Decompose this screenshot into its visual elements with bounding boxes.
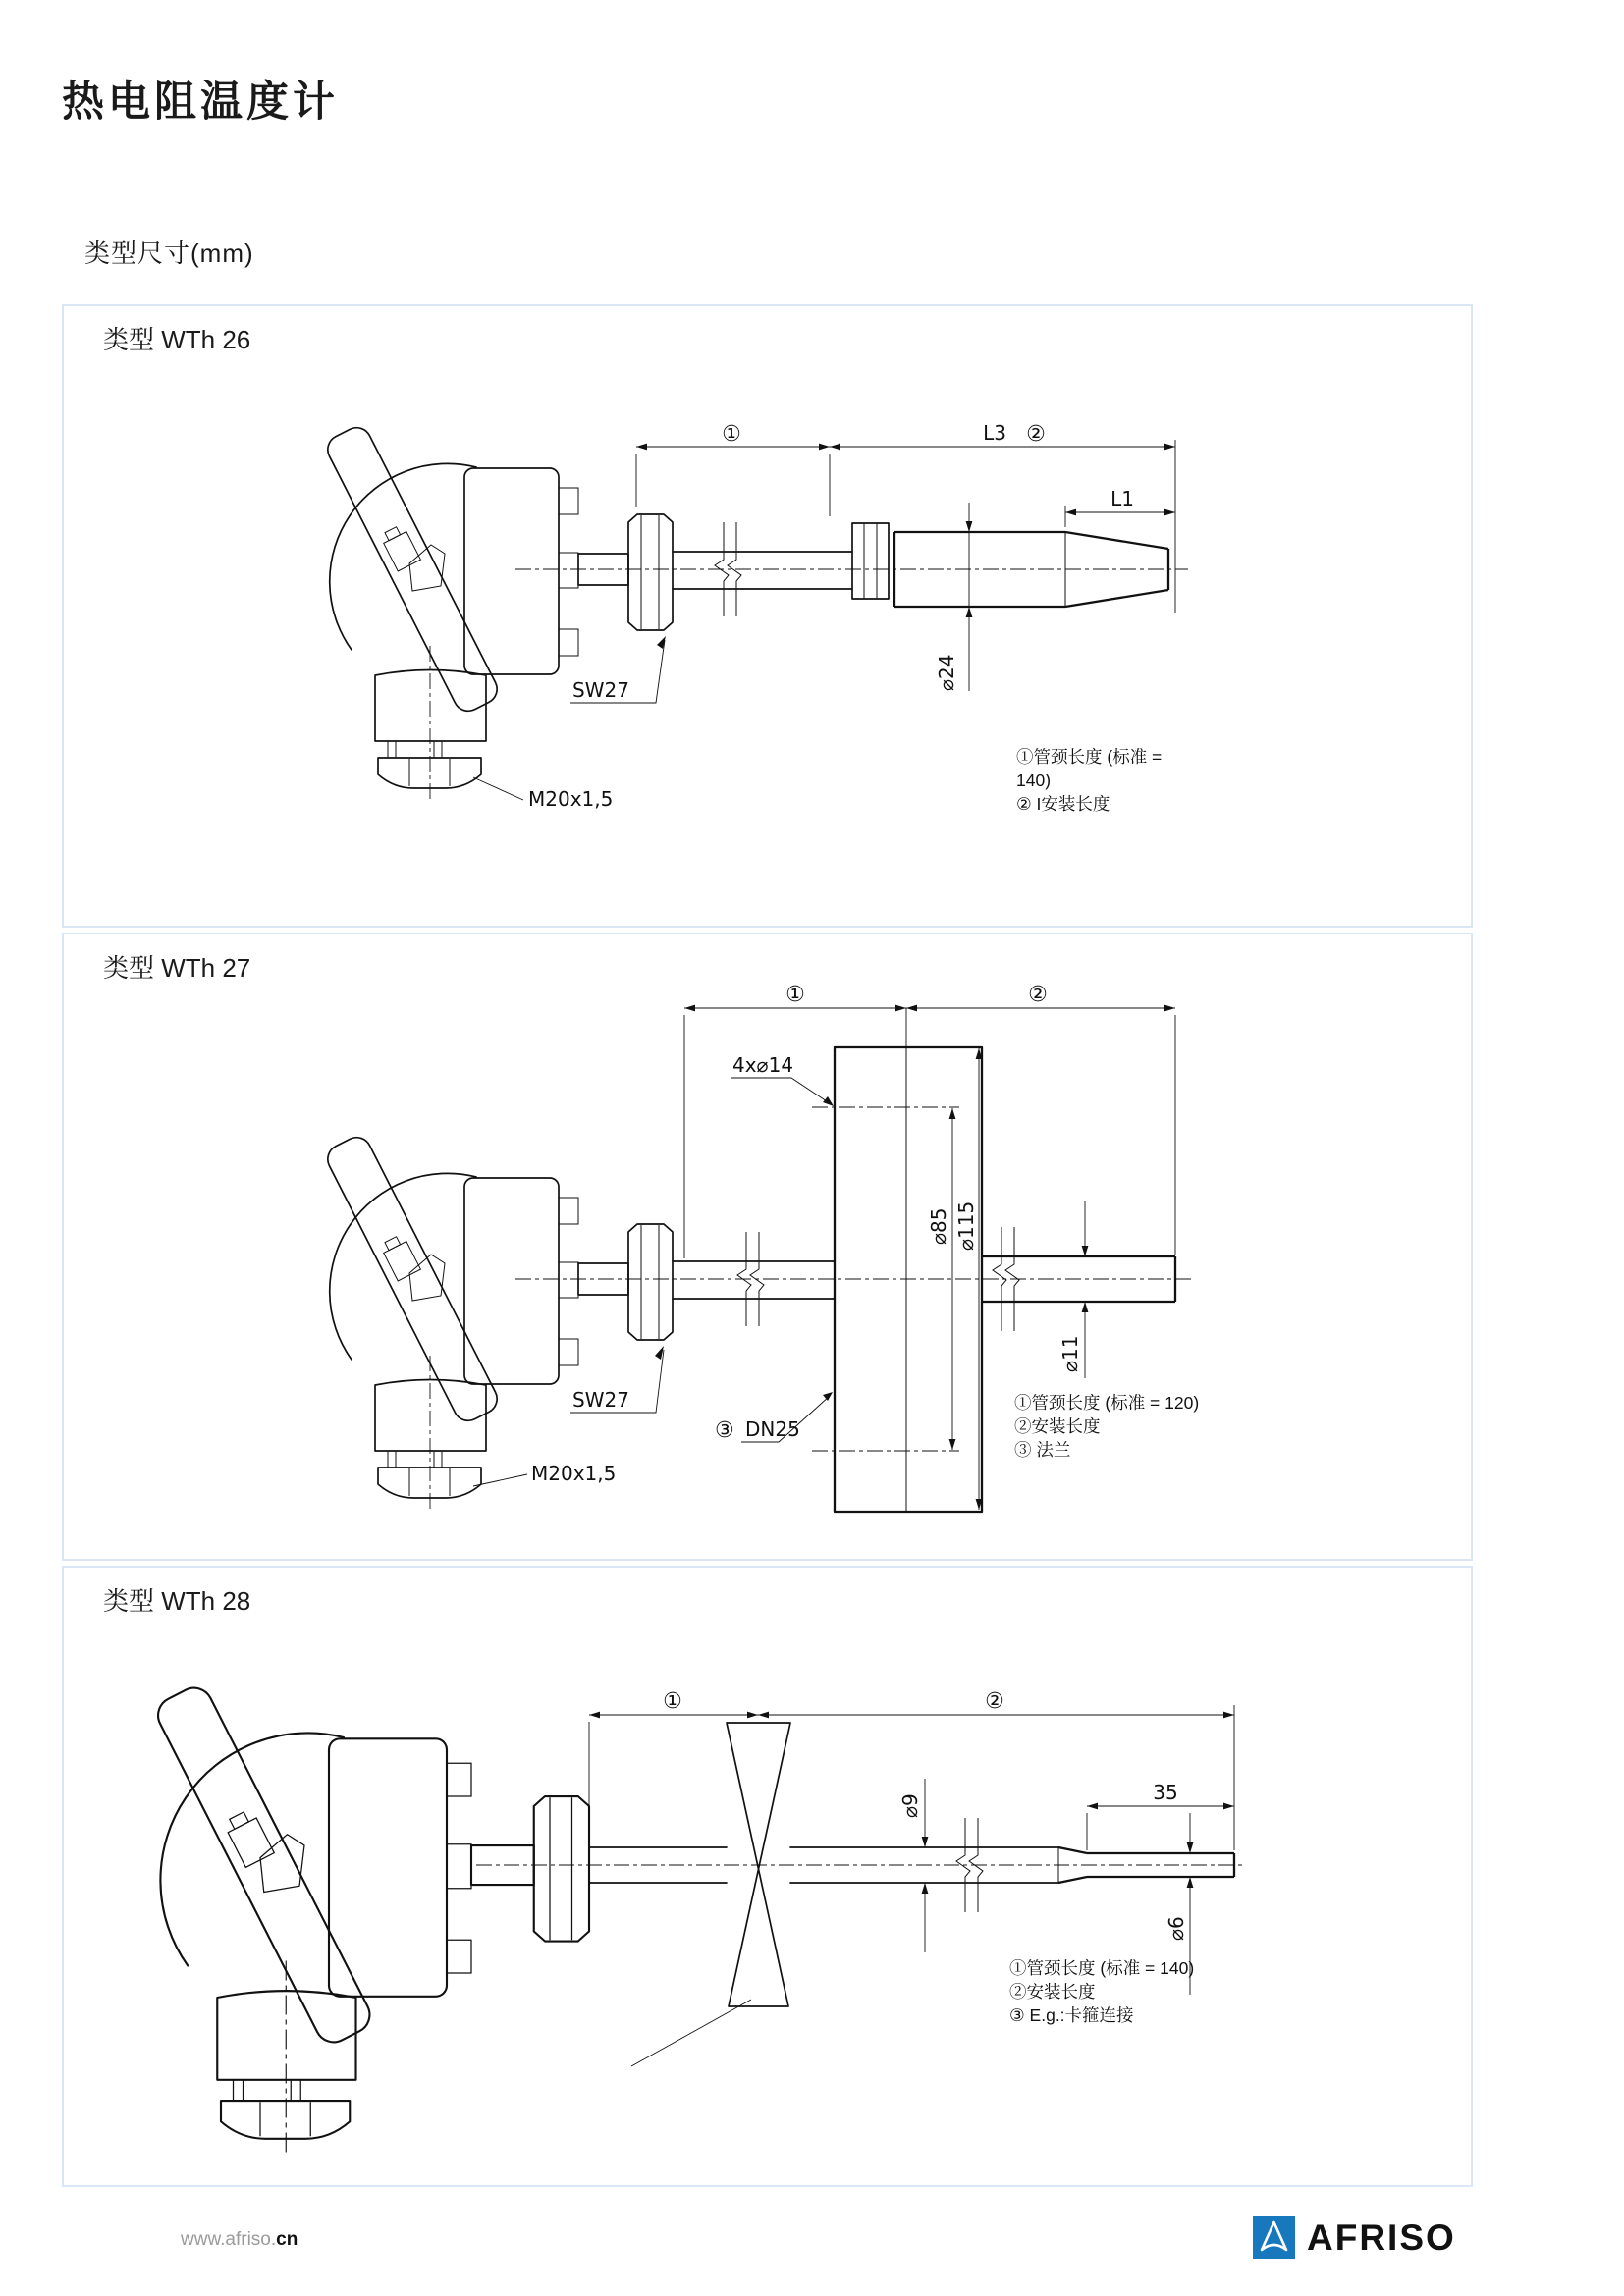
type-label-wth26: 类型 WTh 26 bbox=[103, 325, 251, 354]
website-host: www.afriso. bbox=[181, 2229, 277, 2250]
dim-label-l1: L1 bbox=[1110, 487, 1134, 510]
dimensions-subtitle: 类型尺寸(mm) bbox=[84, 239, 254, 268]
technical-drawing-wth28 bbox=[64, 1568, 1469, 2183]
note-line: 140) bbox=[1016, 771, 1052, 790]
dim-label-neck-length: ① bbox=[663, 1689, 682, 1714]
note-line: ①管颈长度 (标准 = 120) bbox=[1014, 1393, 1200, 1413]
note-line: ②安装长度 bbox=[1009, 1982, 1096, 2002]
dim-label-insertion-length: ② bbox=[1026, 422, 1046, 447]
afriso-logo-icon bbox=[1253, 2216, 1295, 2259]
type-panel-wth28 bbox=[62, 1566, 1473, 2187]
drawing-notes bbox=[1009, 1956, 1194, 2027]
thread-label: M20x1,5 bbox=[531, 1462, 617, 1485]
dim-label-insertion-length: ② bbox=[985, 1689, 1004, 1714]
website-url bbox=[181, 2229, 298, 2251]
drawing-notes bbox=[1014, 1391, 1199, 1462]
type-label-wth28: 类型 WTh 28 bbox=[103, 1586, 251, 1616]
flange-drawing bbox=[835, 1047, 982, 1512]
note-line: ③ E.g.:卡箍连接 bbox=[1009, 2005, 1134, 2025]
type-label-wth27: 类型 WTh 27 bbox=[103, 953, 251, 983]
afriso-brand-text: AFRISO bbox=[1307, 2217, 1456, 2258]
flange-dn-label: DN25 bbox=[745, 1417, 800, 1441]
note-line: ③ 法兰 bbox=[1014, 1440, 1071, 1460]
type-panel-wth27 bbox=[62, 933, 1473, 1561]
dim-label-dia115: ⌀115 bbox=[954, 1201, 978, 1251]
technical-drawing-wth26 bbox=[64, 306, 1469, 924]
bolt-holes-label: 4x⌀14 bbox=[732, 1053, 794, 1077]
dim-label-l3: L3 bbox=[983, 421, 1006, 445]
dim-label-insertion-length: ② bbox=[1028, 983, 1048, 1007]
clamp-ferrule-drawing bbox=[727, 1723, 790, 2006]
connection-head-drawing bbox=[323, 423, 673, 801]
dim-label-dia9: ⌀9 bbox=[898, 1793, 922, 1818]
dim-label-neck-length: ① bbox=[785, 983, 805, 1007]
clamp-leader bbox=[631, 2000, 751, 2066]
thread-label: M20x1,5 bbox=[528, 787, 614, 811]
dim-label-dia6: ⌀6 bbox=[1164, 1916, 1188, 1941]
technical-drawing-wth27 bbox=[64, 934, 1469, 1557]
sw27-label: SW27 bbox=[572, 678, 629, 702]
drawing-notes bbox=[1016, 745, 1162, 816]
note-line: ①管颈长度 (标准 = bbox=[1016, 747, 1163, 767]
type-panel-wth26 bbox=[62, 304, 1473, 928]
page-title: 热电阻温度计 bbox=[62, 79, 339, 126]
note-line: ①管颈长度 (标准 = 140) bbox=[1009, 1958, 1195, 1978]
dim-label-dia11: ⌀11 bbox=[1058, 1335, 1082, 1372]
sw27-label: SW27 bbox=[572, 1388, 629, 1412]
website-tld: cn bbox=[276, 2229, 298, 2250]
note-line: ②安装长度 bbox=[1014, 1416, 1101, 1436]
flange-number-label: ③ bbox=[715, 1418, 734, 1443]
dim-label-neck-length: ① bbox=[722, 422, 741, 447]
dim-label-dia24: ⌀24 bbox=[935, 654, 958, 691]
dim-label-dia85: ⌀85 bbox=[927, 1207, 950, 1245]
dim-label-tip-length: 35 bbox=[1153, 1781, 1178, 1804]
note-line: ② I安装长度 bbox=[1016, 794, 1110, 814]
